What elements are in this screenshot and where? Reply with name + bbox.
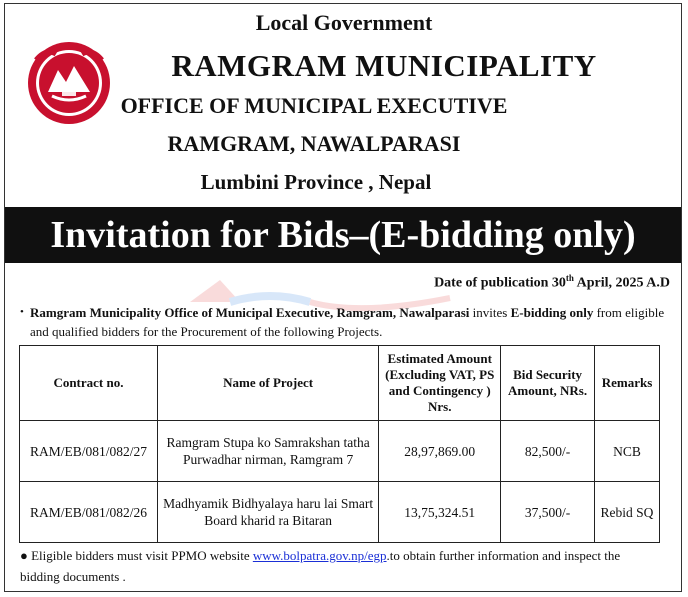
province-title: Lumbini Province , Nepal (200, 170, 432, 194)
col-remarks-header: Remarks (594, 346, 659, 421)
footnote-paragraph: ● Eligible bidders must visit PPMO website www.bolpatra.gov.np/egp.to obtain further information and inspect the bidding documents . (20, 548, 621, 584)
office-title: OFFICE OF MUNICIPAL EXECUTIVE (120, 93, 508, 118)
col-project-header: Name of Project (157, 346, 378, 421)
project-cell: Ramgram Stupa ko Samrakshan tatha Purwadhar nirman, Ramgram 7 (157, 421, 378, 482)
remarks-cell: NCB (594, 421, 659, 482)
amount-cell: 28,97,869.00 (379, 421, 501, 482)
project-cell: Madhyamik Bidhyalaya haru lai Smart Board kharid ra Bitaran (157, 482, 378, 543)
table-header-row (20, 346, 660, 421)
contract-cell: RAM/EB/081/082/27 (20, 421, 158, 482)
col-security-header: Bid Security Amount, NRs. (501, 346, 595, 421)
municipality-title: RAMGRAM MUNICIPALITY (171, 48, 597, 83)
contract-cell: RAM/EB/081/082/26 (20, 482, 158, 543)
bids-table (19, 345, 660, 543)
intro-paragraph: • Ramgram Municipality Office of Municipal Executive, Ramgram, Nawalparasi invites E-bidding only from eligible and qualified bidders for the Procurement of the following Projects. (20, 305, 665, 339)
security-cell: 82,500/- (501, 421, 595, 482)
location-title: RAMGRAM, NAWALPARASI (167, 131, 461, 156)
amount-cell: 13,75,324.51 (379, 482, 501, 543)
table-row (20, 482, 660, 543)
table-row (20, 421, 660, 482)
remarks-cell: Rebid SQ (594, 482, 659, 543)
col-contract-header: Contract no. (20, 346, 158, 421)
bolpatra-link[interactable]: www.bolpatra.gov.np/egp (252, 548, 387, 563)
bullet-icon: • (20, 306, 24, 318)
col-amount-header: Estimated Amount (Excluding VAT, PS and Contingency ) Nrs. (379, 346, 501, 421)
security-cell: 37,500/- (501, 482, 595, 543)
publication-date: Date of publication 30th April, 2025 A.D (434, 273, 670, 291)
local-government-label: Local Government (255, 10, 433, 35)
bullet-icon: ● (20, 548, 28, 563)
notice-banner: Invitation for Bids–(E-bidding only) (5, 207, 681, 263)
